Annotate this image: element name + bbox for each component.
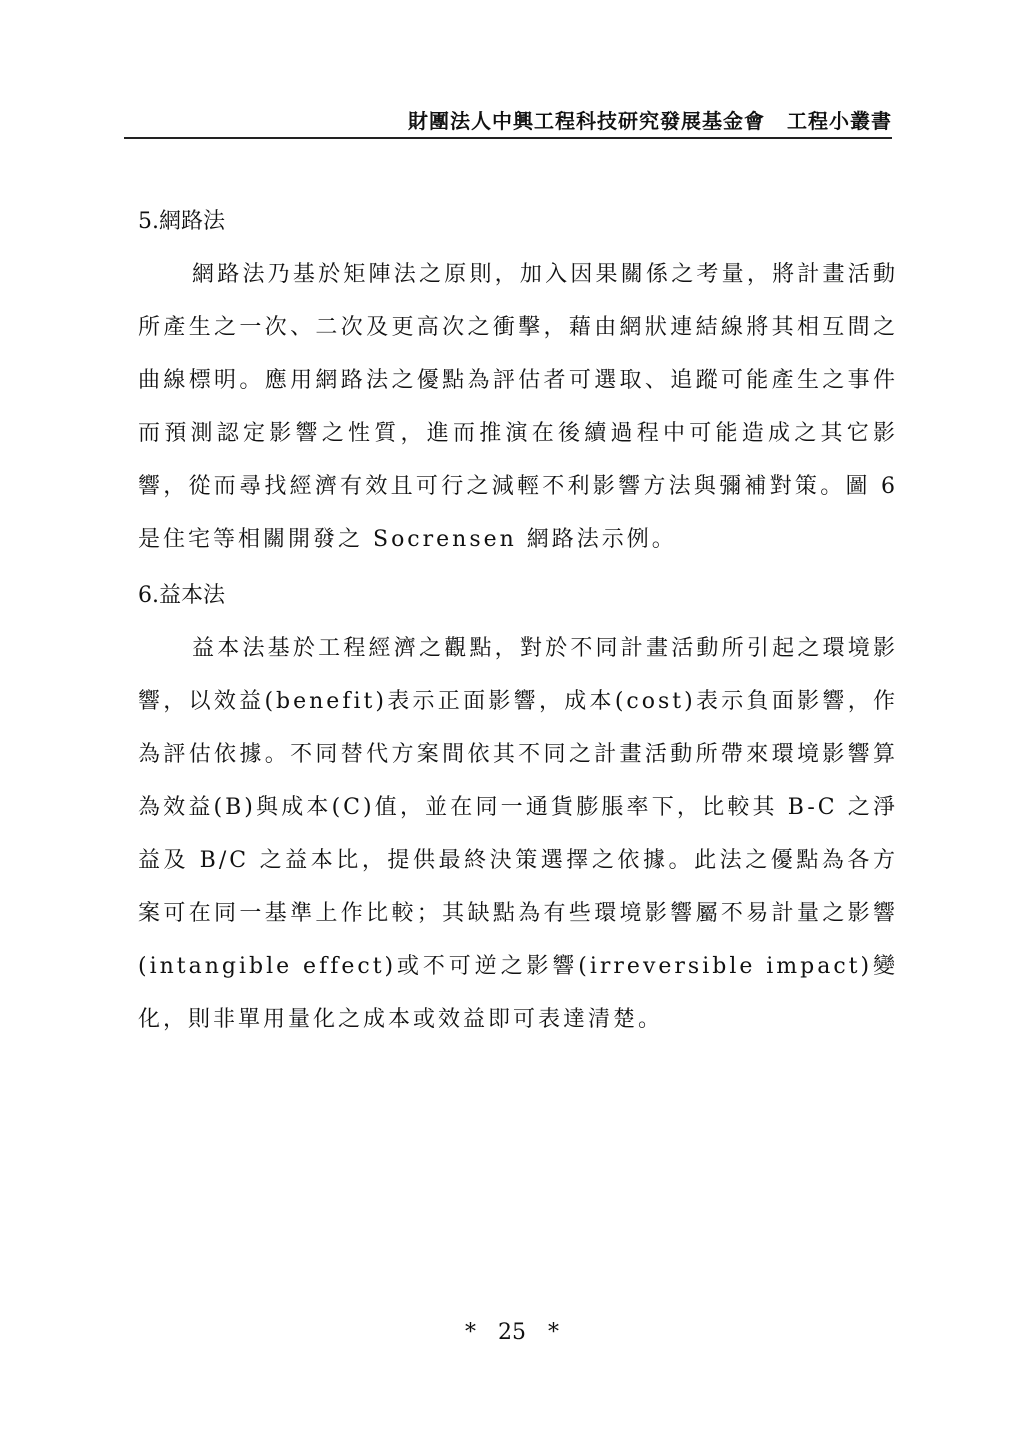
section-paragraph-network-method: 網路法乃基於矩陣法之原則，加入因果關係之考量，將計畫活動所產生之一次、二次及更高次之衝擊，藉由網狀連結線將其相互間之曲線標明。應用網路法之優點為評估者可選取、追蹤可能產生之事件而預測認定影響之性質，進而推演在後續過程中可能造成之其它影響，從而尋找經濟有效且可行之減輕不利影響方法與彌補對策。圖 6 是住宅等相關開發之 Socrensen 網路法示例。 bbox=[138, 262, 898, 552]
section-paragraph-benefit-cost-method: 益本法基於工程經濟之觀點，對於不同計畫活動所引起之環境影響，以效益(benefit)表示正面影響，成本(cost)表示負面影響，作為評估依據。不同替代方案間依其不同之計畫活動所帶來環境影響算為效益(B)與成本(C)值，並在同一通貨膨脹率下，比較其 B-C 之淨益及 B/C 之益本比，提供最終決策選擇之依據。此法之優點為各方案可在同一基準上作比較；其缺點為有些環境影響屬不易計量之影響(intangible effect)或不可逆之影響(irreversible impact)變化，則非單用量化之成本或效益即可表達清楚。 bbox=[138, 636, 898, 1032]
page-number: 25 bbox=[498, 1320, 526, 1345]
section-heading-benefit-cost-method: 6.益本法 bbox=[138, 583, 225, 608]
page-body bbox=[138, 196, 898, 1046]
page-footer bbox=[0, 1316, 1024, 1350]
header-series-title: 工程小叢書 bbox=[787, 109, 892, 133]
section-heading-network-method: 5.網路法 bbox=[138, 209, 225, 234]
header-rule bbox=[124, 137, 892, 139]
footer-star-right: * bbox=[548, 1320, 559, 1345]
running-header bbox=[124, 108, 892, 134]
footer-star-left: * bbox=[465, 1320, 476, 1345]
header-organization: 財團法人中興工程科技研究發展基金會 bbox=[408, 109, 765, 133]
